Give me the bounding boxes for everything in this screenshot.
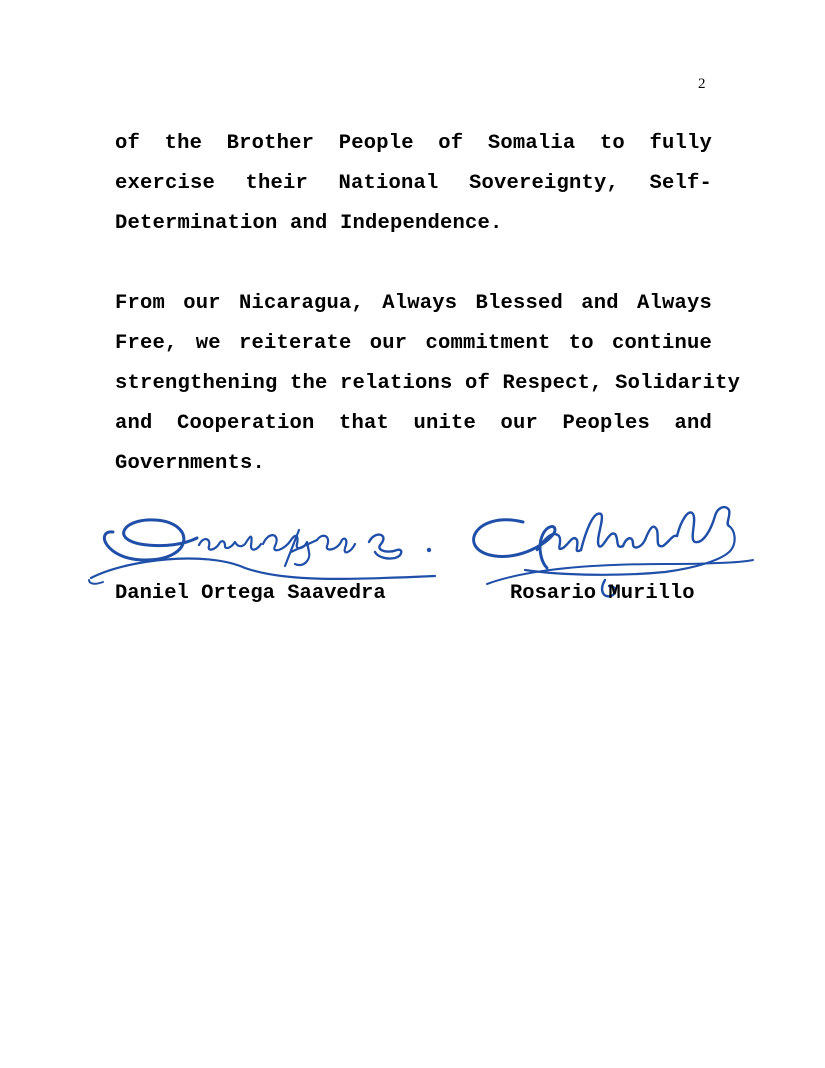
paragraph-closing-2 xyxy=(115,284,741,484)
paragraph-line: of the Brother People of Somalia to fully xyxy=(115,132,712,155)
paragraph-line: From our Nicaragua, Always Blessed and Always xyxy=(115,292,712,315)
page-number: 2 xyxy=(698,76,706,92)
paragraph-line: strengthening the relations of Respect, Solidarity xyxy=(115,372,741,395)
paragraph-line: Governments. xyxy=(115,452,266,475)
paragraph-line: and Cooperation that unite our Peoples and xyxy=(115,412,712,435)
signatory-name-right: Rosario Murillo xyxy=(510,582,695,605)
paragraph-line: exercise their National Sovereignty, Self- xyxy=(115,172,712,195)
paragraph-line: Determination and Independence. xyxy=(115,212,503,235)
signatory-name-left: Daniel Ortega Saavedra xyxy=(115,582,386,605)
signature-left-handwriting xyxy=(89,520,435,584)
paragraph-line: Free, we reiterate our commitment to continue xyxy=(115,332,712,355)
paragraph-closing-1 xyxy=(115,124,712,244)
